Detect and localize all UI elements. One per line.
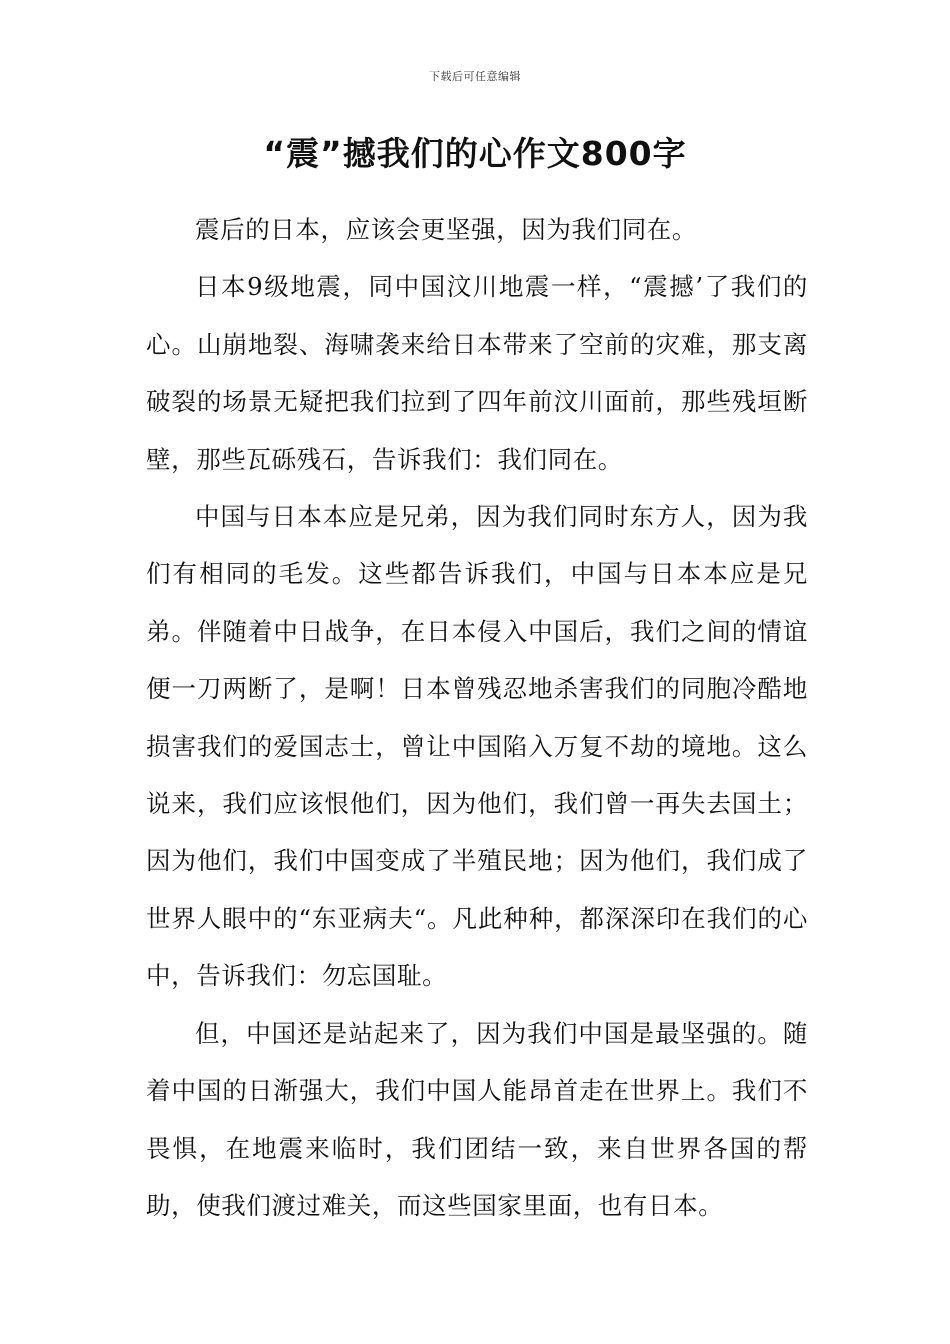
paragraph: 中国与日本本应是兄弟，因为我们同时东方人，因为我们有相同的毛发。这些都告诉我们，中国与日本本应是兄弟。伴随着中日战争，在日本侵入中国后，我们之间的情谊便一刀两断了，是啊！日本曾残忍地杀害我们的同胞冷酷地损害我们的爱国志士，曾让中国陷入万复不劫的境地。这么说来，我们应该恨他们，因为他们，我们曾一再失去国土；因为他们，我们中国变成了半殖民地；因为他们，我们成了世界人眼中的“东亚病夫“。凡此种种，都深深印在我们的心中，告诉我们：勿忘国耻。	[146, 502, 808, 991]
document-body	[146, 201, 808, 1234]
paragraph: 但，中国还是站起来了，因为我们中国是最坚强的。随着中国的日渐强大，我们中国人能昂首走在世界上。我们不畏惧，在地震来临时，我们团结一致，来自世界各国的帮助，使我们渡过难关，而这些国家里面，也有日本。	[146, 1018, 808, 1220]
paragraph: 日本9级地震，同中国汶川地震一样，“震撼’了我们的心。山崩地裂、海啸袭来给日本带来了空前的灾难，那支离破裂的场景无疑把我们拉到了四年前汶川面前，那些残垣断壁，那些瓦砾残石，告诉我们：我们同在。	[146, 272, 808, 474]
header-note: 下载后可任意编辑	[429, 70, 521, 83]
paragraph: 震后的日本，应该会更坚强，因为我们同在。	[195, 215, 697, 244]
document-title: “震”撼我们的心作文800字	[263, 134, 687, 173]
